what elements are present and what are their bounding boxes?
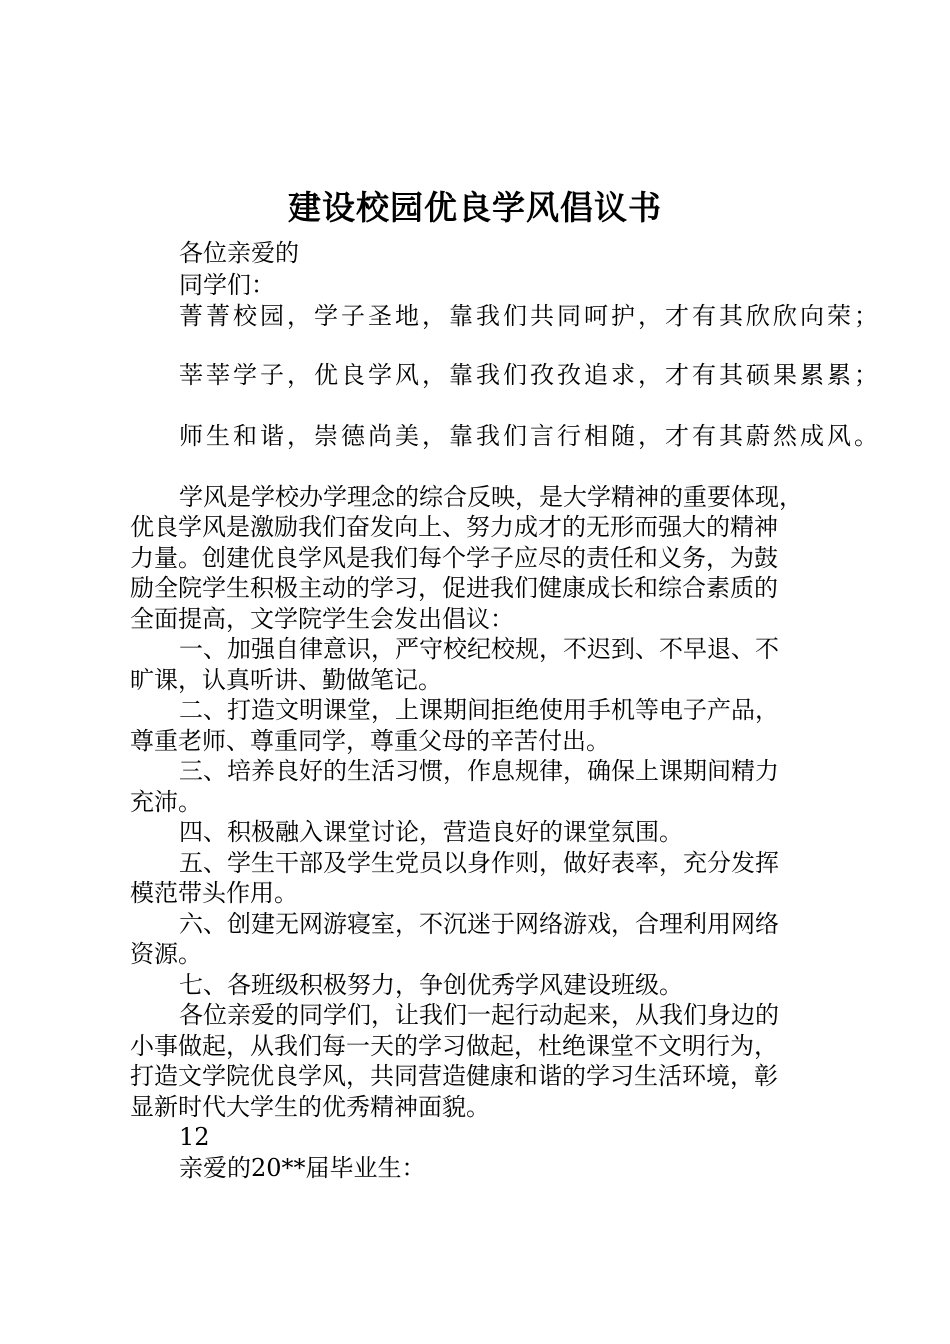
proposal-item: 三、培养良好的生活习惯，作息规律，确保上课期间精力 xyxy=(179,757,779,785)
proposal-item: 二、打造文明课堂，上课期间拒绝使用手机等电子产品， xyxy=(179,696,779,724)
proposal-item: 旷课，认真听讲、勤做笔记。 xyxy=(130,666,442,694)
paragraph-line: 显新时代大学生的优秀精神面貌。 xyxy=(130,1093,490,1121)
proposal-item: 六、创建无网游寝室，不沉迷于网络游戏，合理利用网络 xyxy=(179,910,779,938)
paragraph-line: 打造文学院优良学风，共同营造健康和谐的学习生活环境，彰 xyxy=(130,1062,778,1090)
proposal-item: 一、加强自律意识，严守校纪校规，不迟到、不早退、不 xyxy=(179,635,779,663)
document-title: 建设校园优良学风倡议书 xyxy=(288,188,662,227)
page-number-text: 12 xyxy=(179,1123,210,1151)
paragraph-line: 全面提高，文学院学生会发出倡议： xyxy=(130,605,514,633)
paragraph-line: 优良学风是激励我们奋发向上、努力成才的无形而强大的精神 xyxy=(130,513,778,541)
proposal-item: 尊重老师、尊重同学，尊重父母的辛苦付出。 xyxy=(130,727,610,755)
greeting-line: 同学们： xyxy=(179,271,275,299)
next-greeting: 亲爱的20**届毕业生： xyxy=(179,1154,426,1182)
proposal-item: 七、各班级积极努力，争创优秀学风建设班级。 xyxy=(179,971,683,999)
poem-line: 莘莘学子，优良学风，靠我们孜孜追求，才有其硕果累累； xyxy=(179,361,881,389)
poem-line: 师生和谐，崇德尚美，靠我们言行相随，才有其蔚然成风。 xyxy=(179,422,881,450)
proposal-item: 五、学生干部及学生党员以身作则，做好表率，充分发挥 xyxy=(179,849,779,877)
paragraph-line: 学风是学校办学理念的综合反映，是大学精神的重要体现， xyxy=(179,483,803,511)
greeting-line: 各位亲爱的 xyxy=(179,239,299,267)
paragraph-line: 励全院学生积极主动的学习，促进我们健康成长和综合素质的 xyxy=(130,574,778,602)
proposal-item: 充沛。 xyxy=(130,788,202,816)
paragraph-line: 力量。创建优良学风是我们每个学子应尽的责任和义务，为鼓 xyxy=(130,544,778,572)
paragraph-line: 小事做起，从我们每一天的学习做起，杜绝课堂不文明行为， xyxy=(130,1032,778,1060)
poem-line: 菁菁校园，学子圣地，靠我们共同呵护，才有其欣欣向荣； xyxy=(179,302,881,330)
proposal-item: 四、积极融入课堂讨论，营造良好的课堂氛围。 xyxy=(179,818,683,846)
paragraph-line: 各位亲爱的同学们，让我们一起行动起来，从我们身边的 xyxy=(179,1001,779,1029)
proposal-item: 资源。 xyxy=(130,940,202,968)
proposal-item: 模范带头作用。 xyxy=(130,879,298,907)
